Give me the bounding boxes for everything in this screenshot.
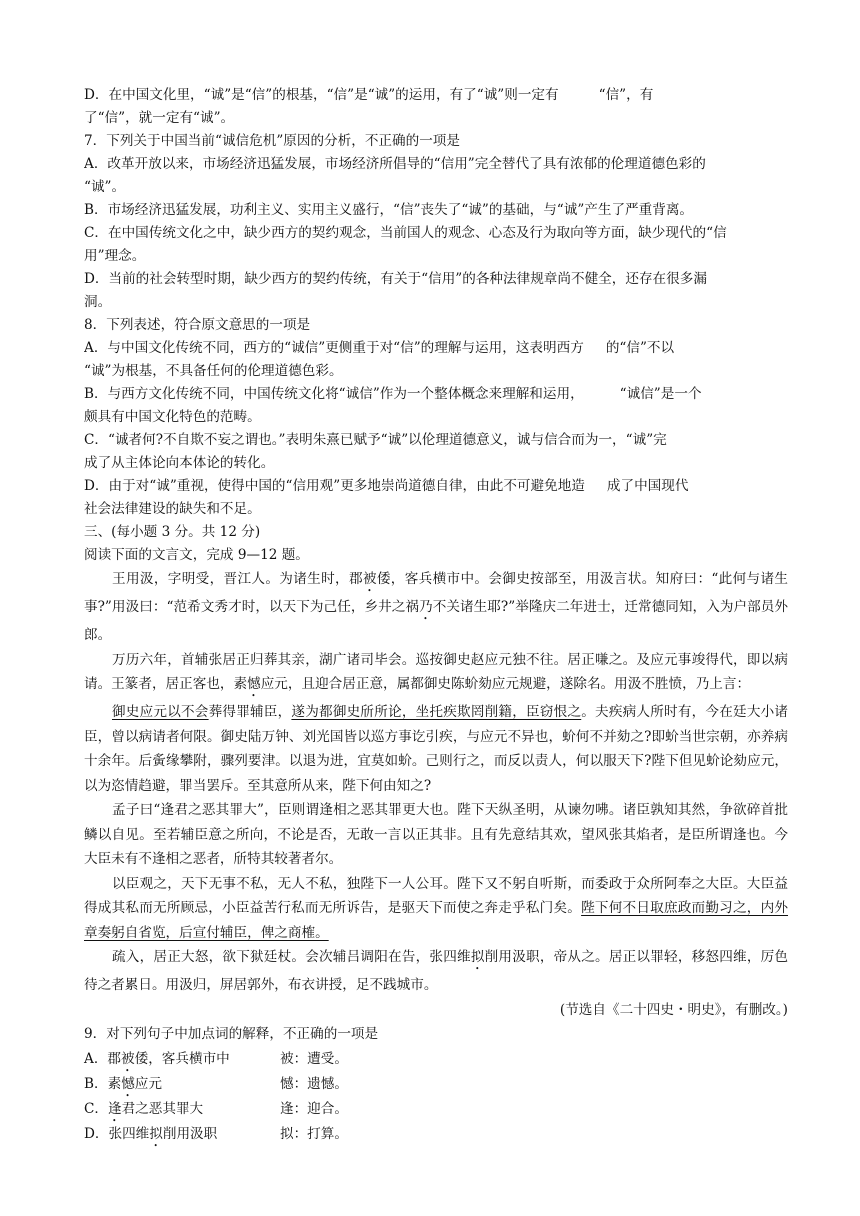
option-prefix: C． (84, 1101, 108, 1117)
q9-stem: 9．对下列句子中加点词的解释，不正确的一项是 (84, 1026, 379, 1042)
passage-text: 应元，且迎合居正意，属都御史陈蚧劾应元规避，遂除名。用汲不胜愤，乃上言： (260, 676, 751, 692)
dotted-word: 憾 (247, 676, 261, 692)
q8-option-a-text: A．与中国文化传统不同，西方的“诚信”更侧重于对“信”的理解与运用，这表明西方 (84, 340, 584, 356)
passage-text: 不关诸生耶?”举隆庆二年进士，迁常德同知，入为户部员外郎。 (84, 599, 789, 643)
q7-option-c-line1: C．在中国传统文化之中，缺少西方的契约观念，当前国人的观念、心态及行为取向等方面，缺少现代的“信 (84, 225, 727, 241)
q7-option-b: B．市场经济迅猛发展，功利主义、实用主义盛行，“信”丧失了“诚”的基础，与“诚”产生了严重背离。 (84, 202, 694, 218)
passage-text: 倭，客兵横市中。会御史按部至，用汲言状。知府曰：“此何与诸生事?”用汲曰：“范希文秀才时，以天下为己任，乡井之祸 (84, 571, 789, 615)
q8-option-b-text: B．与西方文化传统不同，中国传统文化将“诚信”作为一个整体概念来理解和运用， (84, 386, 584, 402)
passage-text: 万历六年，首辅张居正归葬其亲，湖广诸司毕会。巡按御史赵应元独不往。居正嗛之。及应元事竣得代，即以病请。王篆者，居正客也，素 (84, 651, 788, 692)
passage-text: 疏入，居正大怒，欲下狱廷杖。会次辅吕调阳在告，张四维 (112, 949, 471, 965)
option-gloss: 逢：迎合。 (280, 1101, 348, 1117)
section-instruction: 阅读下面的文言文，完成 9—12 题。 (84, 547, 309, 563)
option-gloss: 被：遭受。 (280, 1051, 348, 1067)
dotted-word: 被 (362, 571, 377, 587)
q8-option-c-line2: 成了从主体论向本体论的转化。 (84, 455, 275, 471)
q7-option-d-line2: 洞。 (84, 294, 112, 310)
q6-option-d-text-b: “信”，有 (598, 87, 654, 103)
q7-option-a-line1: A．改革开放以来，市场经济迅猛发展，市场经济所倡导的“信用”完全替代了具有浓郁的伦理道德色彩的 (84, 156, 706, 172)
q8-option-a-line1 (84, 337, 788, 360)
q7-option-c-line2: 用”理念。 (84, 248, 146, 264)
exam-page (84, 84, 788, 1147)
option-suffix: 君之恶其罪大 (121, 1101, 204, 1117)
underlined-sentence: 遂为都御史斦所论，坐托疾欺罔削籍，臣窃恨之 (291, 704, 582, 720)
q6-option-d-text: D．在中国文化里，“诚”是“信”的根基，“信”是“诚”的运用，有了“诚”则一定有 (84, 87, 559, 103)
q8-option-a-text-b: 的“信”不以 (605, 340, 675, 356)
q8-option-d-line1 (84, 475, 788, 498)
passage-text: 葬得罪辅臣， (208, 704, 292, 720)
q9-option-d (84, 1122, 788, 1147)
passage-paragraph-4: 孟子曰“逢君之恶其罪大”，臣则谓逢相之恶其罪更大也。陛下天纵圣明，从谏勿咈。诸臣孰知其然，争欲碎首批鳞以自见。至若辅臣意之所向，不论是否，无敢一言以正其非。且有先意结其欢，望风张其焰者，是臣所谓逢也。今大臣未有不逢相之恶者，斦特其较著者尔。 (84, 802, 788, 867)
option-suffix: 倭，客兵横市中 (134, 1051, 230, 1067)
underlined-sentence: 御史应元以不会 (112, 704, 209, 720)
option-prefix: A．郡 (84, 1051, 122, 1067)
q6-option-d-line2: 了“信”，就一定有“诚”。 (84, 110, 235, 126)
dotted-word: 拟 (149, 1126, 163, 1142)
q6-option-d-line1 (84, 84, 788, 107)
q8-option-a-line2: “诚”为根基，不具备任何的伦理道德色彩。 (84, 363, 343, 379)
q9-option-b (84, 1072, 788, 1097)
option-prefix: B．素 (84, 1076, 122, 1092)
dotted-word: 乃 (419, 599, 433, 615)
passage-text: 。夫疾病人所时有，今在廷大小诸臣，曾以病请者何限。御史陆万钟、刘光国皆以巡方事讫引疾，与应元不异也，蚧何不并劾之?即蚧当世宗朝，亦养病十余年。后夤缘攀附，骤列要津。以退为进，宜莫如蚧。己则行之，而反以责人，何以服天下?陛下但见蚧论劾应元，以为恣情趋避，罪当罢斥。至其意所从来，陛下何由知之? (84, 704, 789, 794)
option-gloss: 憾：遗憾。 (280, 1076, 348, 1092)
dotted-word: 被 (121, 1051, 135, 1067)
underlined-sentence: 陛下何不日取庶政而勤习之，内外章奏躬自省览，后宣付辅臣，俾之商榷。 (84, 900, 789, 941)
q8-option-b-line2: 颇具有中国文化特色的范畴。 (84, 409, 261, 425)
section-heading: 三、(每小题 3 分。共 12 分) (84, 524, 261, 540)
option-suffix: 应元 (134, 1076, 162, 1092)
q8-option-d-line2: 社会法律建设的缺失和不足。 (84, 501, 261, 517)
passage-source: (节选自《二十四史・明史》，有删改。) (559, 1001, 788, 1018)
option-suffix: 削用汲职 (162, 1126, 218, 1142)
q7-option-d-line1: D．当前的社会转型时期，缺少西方的契约传统，有关于“信用”的各种法律规章尚不健全，还存在很多漏 (84, 271, 707, 287)
option-gloss: 拟：打算。 (280, 1126, 348, 1142)
q8-option-b-line1 (84, 383, 788, 406)
passage-paragraph-6 (84, 945, 788, 998)
q8-option-b-text-b: “诚信”是一个 (619, 386, 702, 402)
q9-option-c (84, 1097, 788, 1122)
q8-option-d-text-b: 成了中国现代 (606, 478, 689, 494)
passage-text: 王用汲，字明受，晋江人。为诸生时，郡 (112, 571, 363, 587)
q7-option-a-line2: “诚”。 (84, 179, 126, 195)
q8-option-c-line1: C．“诚者何?不自欺不妄之谓也。”表明朱熹已赋予“诚”以伦理道德意义，诚与信合而为一，“诚”完 (84, 432, 667, 448)
dotted-word: 拟 (470, 949, 485, 965)
q8-option-d-text: D．由于对“诚”重视，使得中国的“信用观”更多地崇尚道德自律，由此不可避免地造 (84, 478, 585, 494)
option-prefix: D．张四维 (84, 1126, 150, 1142)
q9-option-a (84, 1047, 788, 1072)
passage-paragraph-1 (84, 567, 788, 648)
passage-paragraph-5 (84, 872, 788, 946)
dotted-word: 憾 (121, 1076, 135, 1092)
q8-stem: 8．下列表述，符合原文意思的一项是 (84, 317, 311, 333)
dotted-word: 逢 (108, 1101, 122, 1117)
passage-text: 削用汲职，帝从之。居正以罪轻，移怒四维，厉色待之者累日。用汲归，屏居郭外，布衣讲授，足不践城市。 (84, 949, 789, 993)
q7-stem: 7．下列关于中国当前“诚信危机”原因的分析，不正确的一项是 (84, 133, 460, 149)
passage-paragraph-3 (84, 700, 788, 798)
passage-paragraph-2 (84, 648, 788, 701)
passage-text: 以臣观之，天下无事不私，无人不私，独陛下一人公耳。陛下又不躬自听斯，而委政于众所阿奉之大臣。大臣益得成其私而无所顾忌，小臣益苦行私而无所诉告，是驱天下而使之奔走乎私门矣。 (84, 875, 788, 916)
